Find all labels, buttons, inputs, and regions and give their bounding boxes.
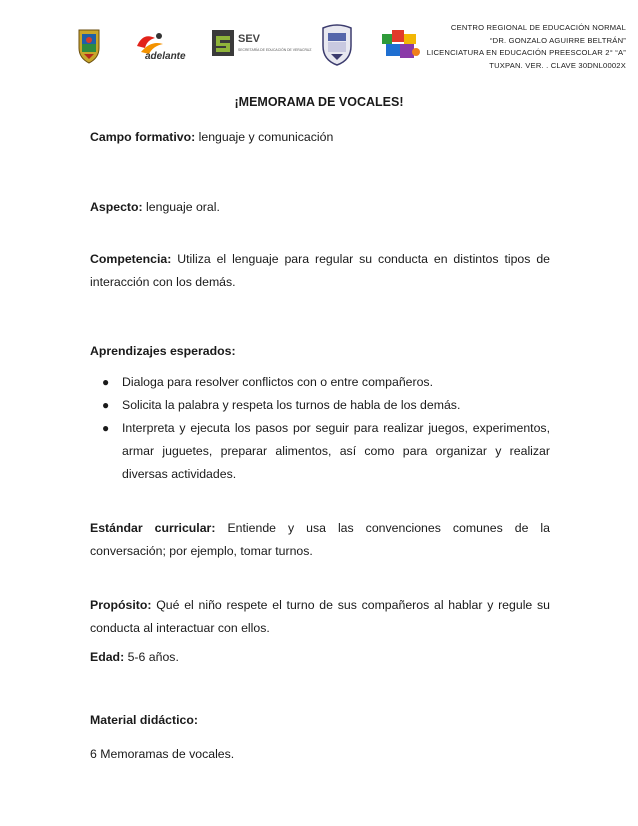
list-item-text: Interpreta y ejecuta los pasos por seguir para realizar juegos, experimentos, armar juguetes, preparar alimentos, así como para organizar y realizar diversas actividades. xyxy=(122,421,550,481)
aprendizajes-esperados-heading xyxy=(90,340,550,363)
sev-logo-subtext: SECRETARÍA DE EDUCACIÓN DE VERACRUZ xyxy=(238,48,312,52)
list-item xyxy=(90,371,550,394)
aprendizajes-esperados-list xyxy=(90,371,550,486)
aspecto-value: lenguaje oral. xyxy=(142,200,220,214)
bullet-icon: ● xyxy=(102,398,110,412)
list-item-text: Dialoga para resolver conflictos con o entre compañeros. xyxy=(122,375,434,389)
institution-line-2: “DR. GONZALO AGUIRRE BELTRÁN” xyxy=(489,35,626,45)
list-item xyxy=(90,394,550,417)
sev-logo xyxy=(212,30,312,60)
list-item xyxy=(90,417,550,486)
sev-logo-text: SEV xyxy=(238,33,261,45)
institution-info xyxy=(396,22,626,72)
material-didactico-label: Material didáctico: xyxy=(90,713,198,727)
proposito xyxy=(90,594,550,640)
institution-line-1: CENTRO REGIONAL DE EDUCACIÓN NORMAL xyxy=(450,23,626,32)
competencia xyxy=(90,248,550,294)
adelante-logo-text: adelante xyxy=(145,51,186,62)
material-didactico-value: 6 Memoramas de vocales. xyxy=(90,747,235,761)
edad xyxy=(90,646,550,669)
campo-formativo-label: Campo formativo: xyxy=(90,130,196,144)
aspecto xyxy=(90,196,550,219)
bullet-icon: ● xyxy=(102,375,110,389)
school-crest-logo xyxy=(321,24,353,66)
edad-label: Edad: xyxy=(90,650,125,664)
material-didactico-heading xyxy=(90,709,550,732)
aspecto-label: Aspecto: xyxy=(90,200,143,214)
institution-line-3: LICENCIATURA EN EDUCACIÓN PREESCOLAR 2° “A” xyxy=(426,48,626,58)
institution-line-4: TUXPAN. VER. . CLAVE 30DNL0002X xyxy=(489,60,626,70)
estandar-curricular-value: Entiende y usa las convenciones comunes de la conversación; por ejemplo, tomar turnos. xyxy=(90,521,550,558)
estandar-curricular xyxy=(90,517,550,563)
document-header xyxy=(0,0,638,80)
proposito-value: Qué el niño respete el turno de sus compañeros al hablar y regule su conducta al interactuar con ellos. xyxy=(90,598,550,635)
list-item-text: Solicita la palabra y respeta los turnos de habla de los demás. xyxy=(122,398,461,412)
document-title: ¡MEMORAMA DE VOCALES! xyxy=(234,95,404,109)
adelante-logo xyxy=(133,30,195,62)
estandar-curricular-label: Estándar curricular: xyxy=(90,521,216,535)
proposito-label: Propósito: xyxy=(90,598,152,612)
bullet-icon: ● xyxy=(102,421,110,435)
edad-value: 5-6 años. xyxy=(124,650,179,664)
veracruz-coat-of-arms-logo xyxy=(76,28,102,64)
campo-formativo xyxy=(90,126,550,149)
aprendizajes-esperados-label: Aprendizajes esperados: xyxy=(90,344,236,358)
competencia-value: Utiliza el lenguaje para regular su conducta en distintos tipos de interacción con los demás. xyxy=(90,252,550,289)
competencia-label: Competencia: xyxy=(90,252,172,266)
campo-formativo-value: lenguaje y comunicación xyxy=(195,130,334,144)
